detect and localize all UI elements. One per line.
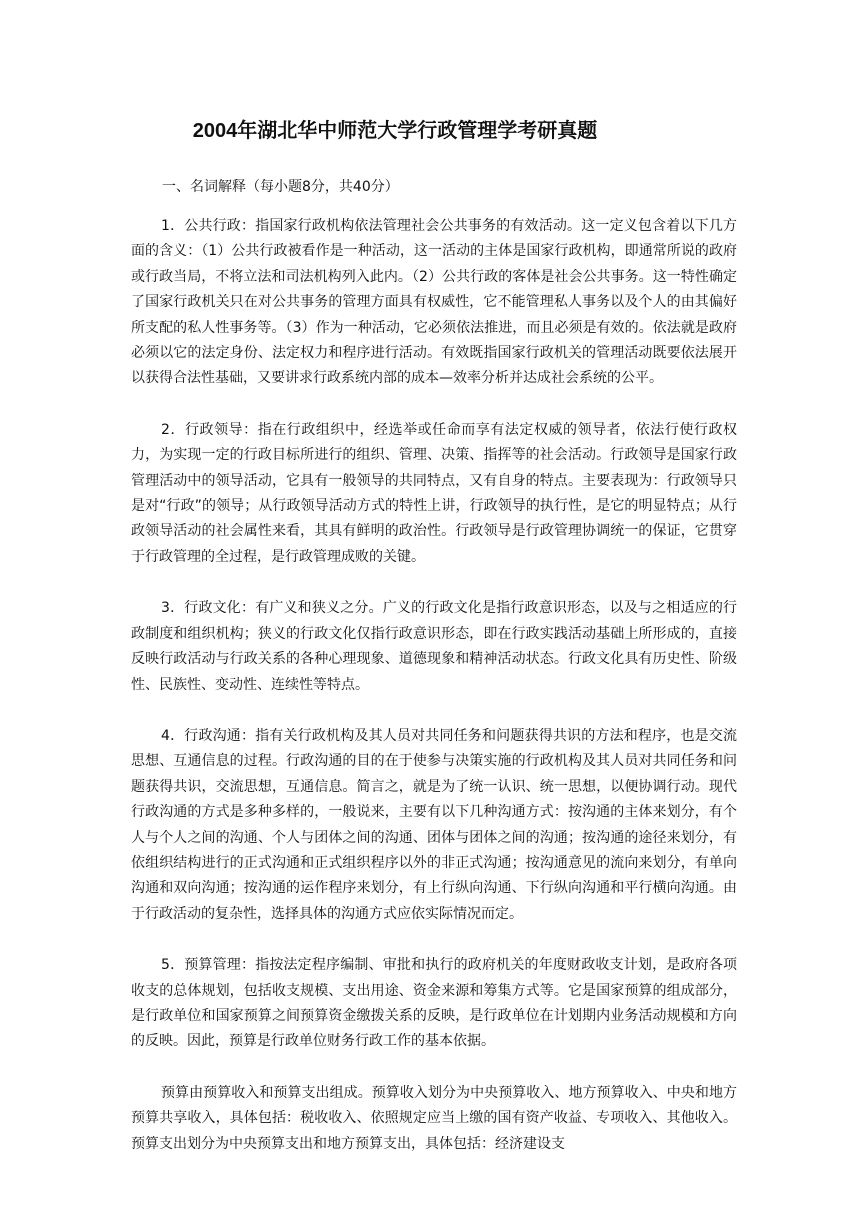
page-title: 2004年湖北华中师范大学行政管理学考研真题	[192, 120, 598, 142]
paragraph-public-administration: 1．公共行政：指国家行政机构依法管理社会公共事务的有效活动。这一定义包含着以下几方面的含义：（1）公共行政被看作是一种活动，这一活动的主体是国家行政机构，即通常所说的政府或行政当局，不将立法和司法机构列入此内。（2）公共行政的客体是社会公共事务。这一特性确定了国家行政机关只在对公共事务的管理方面具有权威性，它不能管理私人事务以及个人的由其偏好所支配的私人性事务等。（3）作为一种活动，它必须依法推进，而且必须是有效的。依法就是政府必须以它的法定身份、法定权力和程序进行活动。有效既指国家行政机关的管理活动既要依法展开以获得合法性基础，又要讲求行政系统内部的成本—效率分析并达成社会系统的公平。	[131, 218, 737, 387]
paragraph-administrative-communication: 4．行政沟通：指有关行政机构及其人员对共同任务和问题获得共识的方法和程序，也是交流思想、互通信息的过程。行政沟通的目的在于使参与决策实施的行政机构及其人员对共同任务和问题获得共识，交流思想，互通信息。简言之，就是为了统一认识、统一思想，以便协调行动。现代行政沟通的方式是多种多样的，一般说来，主要有以下几种沟通方式：按沟通的主体来划分，有个人与个人之间的沟通、个人与团体之间的沟通、团体与团体之间的沟通；按沟通的途径来划分，有依组织结构进行的正式沟通和正式组织程序以外的非正式沟通；按沟通意见的流向来划分，有单向沟通和双向沟通；按沟通的运作程序来划分，有上行纵向沟通、下行纵向沟通和平行横向沟通。由于行政活动的复杂性，选择具体的沟通方式应依实际情况而定。	[131, 727, 737, 922]
paragraph-budget-management: 5．预算管理：指按法定程序编制、审批和执行的政府机关的年度财政收支计划，是政府各项收支的总体规划，包括收支规模、支出用途、资金来源和筹集方式等。它是国家预算的组成部分，是行政单位和国家预算之间预算资金缴拨关系的反映，是行政单位在计划期内业务活动规模和方向的反映。因此，预算是行政单位财务行政工作的基本依据。	[131, 957, 737, 1050]
document-body	[131, 214, 737, 1183]
section-heading: 一、名词解释（每小题8分，共40分）	[162, 179, 399, 195]
paragraph-administrative-leadership: 2．行政领导：指在行政组织中，经选举或任命而享有法定权威的领导者，依法行使行政权力，为实现一定的行政目标所进行的组织、管理、决策、指挥等的社会活动。行政领导是国家行政管理活动中的领导活动，它具有一般领导的共同特点，又有自身的特点。主要表现为：行政领导只是对“行政”的领导；从行政领导活动方式的特性上讲，行政领导的执行性，是它的明显特点；从行政领导活动的社会属性来看，其具有鲜明的政治性。行政领导是行政管理协调统一的保证，它贯穿于行政管理的全过程，是行政管理成败的关键。	[131, 421, 737, 565]
paragraph-budget-composition: 预算由预算收入和预算支出组成。预算收入划分为中央预算收入、地方预算收入、中央和地方预算共享收入，具体包括：税收收入、依照规定应当上缴的国有资产收益、专项收入、其他收入。预算支出划分为中央预算支出和地方预算支出，具体包括：经济建设支	[131, 1084, 737, 1152]
paragraph-administrative-culture: 3．行政文化：有广义和狭义之分。广义的行政文化是指行政意识形态，以及与之相适应的行政制度和组织机构；狭义的行政文化仅指行政意识形态，即在行政实践活动基础上所形成的，直接反映行政活动与行政关系的各种心理现象、道德现象和精神活动状态。行政文化具有历史性、阶级性、民族性、变动性、连续性等特点。	[131, 600, 737, 693]
